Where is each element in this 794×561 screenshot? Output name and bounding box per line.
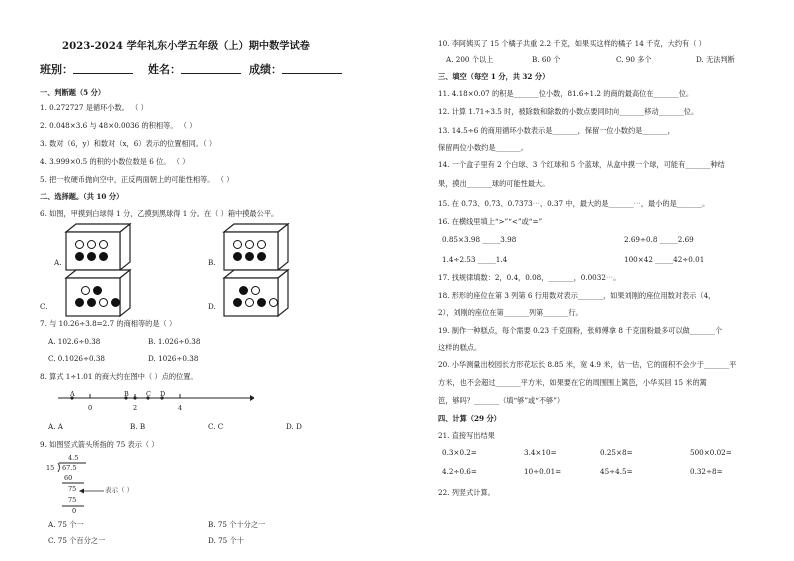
division-divisor: 15 <box>46 464 55 472</box>
page-title: 2023-2024 学年礼东小学五年级（上）期中数学试卷 <box>62 40 310 52</box>
q8-option-b: B. B <box>130 422 146 431</box>
question-7: 7. 与 10.26÷3.8=2.7 的商相等的是（ ） <box>40 319 177 328</box>
q9-option-a: A. 75 个一 <box>48 520 84 529</box>
point-b-label: B <box>124 390 129 398</box>
calc-5: 4.2÷0.6= <box>442 467 477 476</box>
question-9: 9. 如图竖式箭头所指的 75 表示（ ） <box>40 440 159 449</box>
calc-4: 500×0.02= <box>690 448 732 457</box>
section4-heading: 四、计算（29 分） <box>438 414 501 423</box>
black-ball <box>233 252 242 261</box>
question-19-cont: 这样的糕点。 <box>438 343 482 352</box>
black-ball <box>257 252 266 261</box>
question-20-cont: 方米，也不会超过_______平方米，如果要在它的周围围上篱笆，小华买回 15 米的篱 <box>438 378 707 387</box>
question-17: 17. 找规律填数：2，0.4，0.08，_______，0.0032⋯。 <box>438 273 621 282</box>
white-ball <box>257 240 266 249</box>
black-ball <box>257 298 266 307</box>
q9-option-b: B. 75 个十分之一 <box>208 520 266 529</box>
q16-compare-1: 0.85×3.98 _____3.98 <box>442 235 517 244</box>
tick-2-label: 2 <box>133 404 138 412</box>
calc-8: 0.32÷8= <box>690 467 723 476</box>
question-3: 3. 数对（6，y）和数对（x，6）表示的位置相同。（ ） <box>40 139 217 148</box>
white-ball <box>269 298 278 307</box>
division-step-75a: 75 <box>68 485 77 493</box>
calc-1: 0.3×0.2= <box>442 448 477 457</box>
division-step-75b: 75 <box>68 496 77 504</box>
black-ball <box>75 252 84 261</box>
white-ball <box>99 240 108 249</box>
black-ball <box>87 298 96 307</box>
q6-option-a: A. <box>54 258 62 267</box>
white-ball <box>99 298 108 307</box>
q7-option-c: C. 0.1026÷0.38 <box>48 354 105 363</box>
division-step-60: 60 <box>64 474 73 482</box>
q16-compare-2: 2.69÷0.8 _____2.69 <box>624 235 694 244</box>
black-ball <box>233 298 242 307</box>
q7-option-a: A. 102.6÷0.38 <box>48 337 101 346</box>
q10-option-b: B. 60 个 <box>532 55 561 64</box>
section1-heading: 一、判断题（5 分） <box>40 88 106 97</box>
question-8: 8. 算式 1÷1.01 的商大约在图中（ ）点的位置。 <box>40 372 198 381</box>
box-b-illustration <box>222 222 290 272</box>
black-ball <box>87 252 96 261</box>
question-5: 5. 把一枚硬币抛向空中，正反两面朝上的可能性相等。 （ ） <box>40 175 234 184</box>
right-column <box>420 0 794 561</box>
q6-option-c: C. <box>40 302 48 311</box>
white-ball <box>245 298 254 307</box>
q10-option-d: D. 无法判断 <box>696 55 735 64</box>
black-ball <box>111 298 120 307</box>
white-ball <box>81 286 90 295</box>
score-field: 成绩： <box>249 64 342 74</box>
question-6: 6. 如图，甲摸到白球得 1 分，乙摸到黑球得 1 分。在（ ）箱中摸最公平。 <box>40 209 279 218</box>
calc-6: 10÷0.01= <box>524 467 562 476</box>
section2-heading: 二、选择题。（共 10 分） <box>40 192 124 201</box>
question-14-cont: 果，摸出_______球的可能性最大。 <box>438 179 550 188</box>
question-21: 21. 直接写出结果 <box>438 431 495 440</box>
q7-option-b: B. 1.026÷0.38 <box>148 337 201 346</box>
white-ball <box>245 240 254 249</box>
question-14: 14. 一个盒子里有 2 个白球、3 个红球和 5 个蓝球，从盒中摸一个球，可能有_______种结 <box>438 160 725 169</box>
q8-option-c: C. C <box>208 422 224 431</box>
calc-3: 0.25×8= <box>600 448 633 457</box>
question-11: 11. 4.18×0.07 的积是_______位小数，81.6÷1.2 的商的最高位在_______位。 <box>438 89 694 98</box>
question-20: 20. 小华测量出校园长方形花坛长 8.85 米，宽 4.9 米，估一估，它的面积不会少于_______平 <box>438 360 737 369</box>
q8-option-a: A. A <box>48 422 63 431</box>
question-19: 19. 制作一种糕点，每个需要 0.23 千克面粉，张师傅拿 8 千克面粉最多可以做_______个 <box>438 326 723 335</box>
black-ball <box>99 252 108 261</box>
q10-option-c: C. 90 多个 <box>616 55 652 64</box>
question-18-cont: 2），刘刚的座位在第_______列第_______行。 <box>438 308 583 317</box>
white-ball <box>87 240 96 249</box>
black-ball <box>239 286 248 295</box>
question-12: 12. 计算 1.71÷3.5 时，被除数和除数的小数点要同时向_______移动_______位。 <box>438 107 699 116</box>
question-13-cont: 保留两位小数约是_______。 <box>438 143 528 152</box>
q6-option-d: D. <box>208 302 216 311</box>
division-quotient: 4.5 <box>68 454 79 462</box>
calc-2: 3.4×10= <box>524 448 557 457</box>
question-22: 22. 列竖式计算。 <box>438 488 495 497</box>
black-ball <box>75 298 84 307</box>
calc-7: 45÷4.5= <box>600 467 633 476</box>
q9-option-c: C. 75 个百分之一 <box>48 536 106 545</box>
point-a-label: A <box>70 390 75 398</box>
white-ball <box>75 240 84 249</box>
question-16: 16. 在横线里填上“>”“<”或“=” <box>438 217 543 226</box>
tick-4-label: 4 <box>178 404 183 412</box>
question-4: 4. 3.999×0.5 的积的小数位数是 6 位。 （ ） <box>40 157 190 166</box>
section3-heading: 三、填空（每空 1 分，共 32 分） <box>438 72 550 81</box>
white-ball <box>233 240 242 249</box>
black-ball <box>245 252 254 261</box>
question-20-cont2: 笆，够吗？_______（填“够”或“不够”） <box>438 396 565 405</box>
class-field: 班别： <box>40 64 133 74</box>
question-18: 18. 形形的座位在第 3 列第 6 行用数对表示_______，如果刘刚的座位用数对表示（4， <box>438 291 716 300</box>
q8-option-d: D. D <box>286 422 302 431</box>
box-a-illustration <box>64 222 132 272</box>
question-13: 13. 14.5÷6 的商用循环小数表示是_______，保留一位小数约是_______， <box>438 126 675 135</box>
q9-option-d: D. 75 个十 <box>208 536 244 545</box>
black-ball <box>93 286 102 295</box>
division-dividend: 67.5 <box>62 464 77 472</box>
q10-option-a: A. 200 个以上 <box>446 55 494 64</box>
division-arrow-label: 表示（ ） <box>105 486 134 494</box>
question-15: 15. 在 0.73、0.73̇、0.7373⋯、0.37 中，最大的是_______⋯，最小的是_______。 <box>438 199 710 208</box>
point-c-label: C <box>146 390 151 398</box>
tick-0-label: 0 <box>88 404 93 412</box>
q6-option-b: B. <box>208 258 216 267</box>
name-field: 姓名： <box>148 64 241 74</box>
q16-compare-4: 100×42 _____42÷0.01 <box>624 255 705 264</box>
division-remainder: 0 <box>72 507 77 515</box>
question-10: 10. 李阿姨买了 15 个橘子共重 2.2 千克，如果买这样的橘子 14 千克，大约有（ ） <box>438 39 706 48</box>
point-d-label: D <box>160 390 166 398</box>
question-2: 2. 0.048×3.6 与 48×0.0036 的积相等。 （ ） <box>40 121 197 130</box>
q16-compare-3: 1.4÷2.53 _____1.4 <box>442 255 508 264</box>
number-line <box>54 385 254 415</box>
q7-option-d: D. 1026÷0.38 <box>148 354 199 363</box>
question-1: 1. 0.272727 是循环小数。 （ ） <box>40 103 148 112</box>
white-ball <box>251 286 260 295</box>
